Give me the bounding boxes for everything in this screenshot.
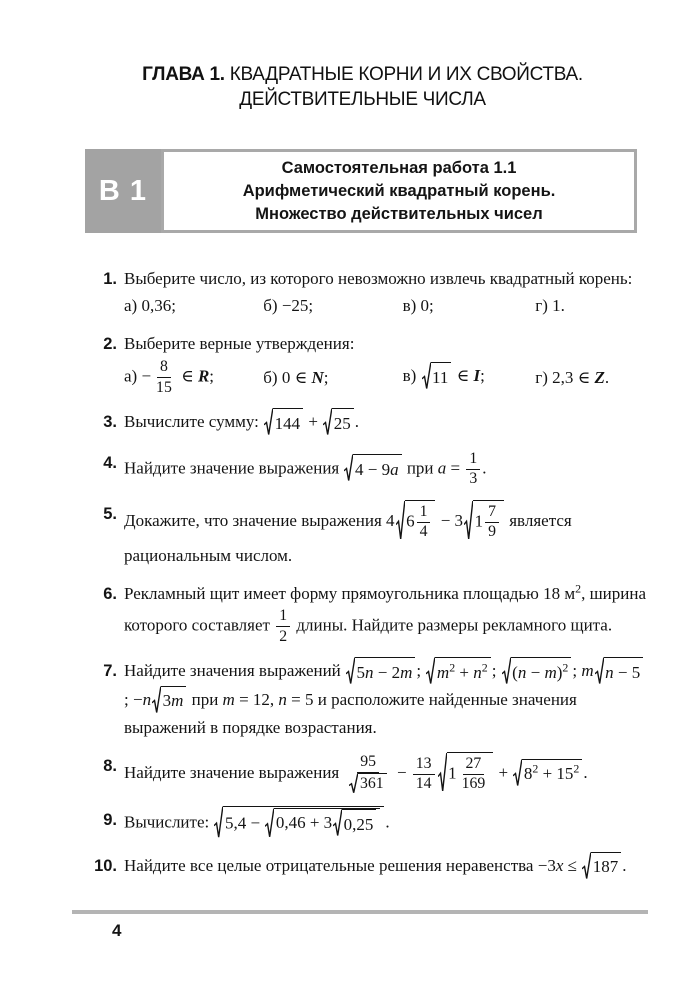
exponent: 2 [449, 660, 456, 675]
radical-sign [264, 408, 273, 437]
problem-number: 8. [103, 757, 117, 776]
answer-options [124, 293, 648, 319]
radicand: 361 [358, 773, 386, 794]
radical-sign [582, 852, 591, 881]
problem-item [85, 331, 648, 397]
work-title-line2: Арифметический квадратный корень. [242, 181, 556, 200]
radicand: 6 $\frac{1}{4}$ [405, 500, 436, 542]
sqrt-radical [265, 808, 380, 839]
fraction-denominator: 2 [279, 627, 288, 645]
radicand: 1 $\frac{27}{169}$ [447, 752, 494, 794]
fraction-numerator: 95 [357, 753, 379, 773]
chapter-title-part2: ДЕЙСТВИТЕЛЬНЫЕ ЧИСЛА [239, 89, 486, 110]
fraction-numerator: 1 [276, 607, 290, 627]
sqrt-radical [333, 809, 376, 838]
work-header [85, 149, 637, 233]
problem-text: Выберите число, из которого невозможно извлечь квадратный корень: [124, 269, 633, 288]
problem-body [124, 581, 648, 646]
problem-number: 2. [103, 335, 117, 353]
radical-sign [346, 657, 355, 686]
problem-number: 1. [103, 270, 117, 288]
sqrt-radical [346, 657, 415, 686]
exponent: 2 [562, 660, 569, 675]
radical-sign [349, 773, 358, 794]
answer-option: г) 1. [535, 296, 565, 315]
fraction-denominator: 14 [415, 775, 432, 793]
radical-sign [333, 809, 342, 838]
fraction-denominator: 4 [419, 523, 428, 541]
fraction-numerator: 13 [413, 755, 435, 775]
sqrt-radical [152, 686, 186, 715]
radicand: n − 5 [604, 657, 644, 686]
math-variable: m [171, 691, 184, 711]
radical-sign [595, 657, 604, 686]
problem-number: 7. [103, 662, 117, 681]
exponent: 2 [481, 660, 488, 675]
problem-body [124, 409, 648, 438]
math-variable: n [473, 662, 482, 682]
math-variable: a [390, 459, 399, 479]
math-variable: m [544, 662, 557, 682]
fraction [276, 607, 290, 646]
radical-sign [265, 808, 274, 839]
sqrt-radical [464, 500, 504, 542]
radicand: 5,4 − 0,46 + 3 0,25 [223, 806, 384, 840]
radicand: 144 [273, 408, 303, 437]
radical-sign [426, 657, 435, 686]
answer-option: в) 11 ∈ I; [403, 363, 536, 392]
fraction-denominator: 3 [469, 470, 478, 488]
fraction-denominator [345, 773, 390, 795]
problem-number: 3. [103, 413, 117, 432]
problems-list [85, 266, 648, 881]
math-variable: m [436, 662, 450, 682]
radical-sign [214, 806, 223, 840]
work-title-box [161, 149, 637, 233]
number-set-symbol: R [197, 366, 210, 386]
problem-number: 6. [103, 584, 117, 603]
chapter-label: ГЛАВА 1. [142, 64, 225, 85]
problem-text: Рекламный щит имеет форму прямоугольника площадью 18 $м^2$, ширина которого составляет $\frac{1}{2}$ длины. Найдите размеры рекламного щита. [124, 581, 646, 645]
radicand: 1 $\frac{7}{9}$ [473, 500, 504, 542]
math-variable: m [581, 661, 594, 681]
sqrt-radical [582, 852, 621, 881]
variant-label: В 1 [98, 174, 148, 207]
math-variable: x [555, 855, 564, 875]
fraction-numerator: 8 [157, 358, 171, 378]
sqrt-radical [214, 806, 384, 840]
sqrt-radical [438, 752, 494, 794]
math-variable: n [365, 662, 374, 682]
math-variable: n [278, 689, 287, 709]
problem-text: Найдите значения выражений 5n − 2m ; $m^2 + n^2$ ; $(n - m)^2$ ; m n − 5 ; −n 3m при m = 12, n = 5 и расположите найденные значения выражений в порядке возрастания. [124, 658, 648, 741]
number-set-symbol: I [473, 366, 481, 386]
fraction [345, 753, 390, 795]
problem-text: Найдите все целые отрицательные решения неравенства −3x ≤ 187 . [124, 853, 648, 882]
sqrt-radical [396, 500, 436, 542]
problem-item [85, 501, 648, 569]
problem-item [85, 450, 648, 489]
problem-item [85, 807, 648, 841]
radical-sign [396, 500, 405, 542]
radical-sign [152, 686, 161, 715]
problem-text: Выберите верные утверждения: [124, 334, 355, 353]
fraction-numerator: 1 [417, 503, 431, 523]
sqrt-radical [422, 362, 452, 391]
problem-body [124, 853, 648, 882]
answer-option: г) 2,3 ∈ Z. [535, 367, 610, 387]
answer-option: а) 0,36; [124, 296, 176, 315]
footer-rule [72, 910, 648, 914]
page-number: 4 [112, 921, 122, 940]
math-variable: n [142, 689, 152, 709]
math-variable: m [400, 662, 413, 682]
answer-option: б) 0 ∈ N; [263, 367, 329, 387]
chapter-heading [85, 62, 640, 112]
radicand: 25 [332, 408, 354, 437]
fraction-denominator: 169 [461, 775, 486, 793]
math-variable: a [437, 458, 447, 478]
radicand: $m^2 + n^2$ [435, 657, 490, 686]
problem-text: Найдите значение выражения $\frac{95}{361}$ − $\frac{13}{14}$ 1 $\frac{27}{169}$ + $8^2 + 15^2$ . [124, 753, 648, 795]
chapter-title-part1: КВАДРАТНЫЕ КОРНИ И ИХ СВОЙСТВА. [229, 64, 583, 85]
fraction-denominator: 9 [488, 523, 496, 541]
radical-sign [438, 752, 447, 794]
radicand: 4 − 9a [353, 454, 401, 483]
problem-number: 9. [103, 811, 117, 830]
radical-sign [513, 759, 522, 788]
problem-item [85, 753, 648, 795]
answer-options [124, 358, 648, 397]
exponent: 2 [575, 581, 582, 596]
fraction [485, 503, 499, 542]
radicand: 0,25 [342, 809, 376, 838]
fraction-numerator: 27 [463, 755, 485, 775]
problem-body [124, 658, 648, 741]
answer-option: б) −25; [263, 296, 314, 315]
problem-item [85, 658, 648, 741]
sqrt-radical [595, 657, 644, 686]
problem-body [124, 807, 648, 841]
problem-item [85, 409, 648, 438]
radicand: 3m [161, 686, 186, 715]
problem-body [124, 450, 648, 489]
radical-sign [502, 657, 511, 686]
sqrt-radical [264, 408, 303, 437]
work-title-line3: Множество действительных чисел [255, 204, 543, 223]
exponent: 2 [532, 761, 539, 776]
problem-text: Докажите, что значение выражения 4 6 $\frac{1}{4}$ − 3 1 $\frac{7}{9}$ является рациональным числом. [124, 501, 648, 569]
problem-body [124, 266, 648, 319]
problem-item [85, 581, 648, 646]
answer-option: а) − $\frac{8}{15}$ ∈ R; [124, 358, 215, 396]
fraction-denominator: 15 [156, 378, 172, 396]
fraction [466, 450, 480, 489]
answer-option: в) 0; [402, 296, 434, 315]
math-variable: m [222, 689, 235, 709]
radicand: 187 [591, 852, 621, 881]
radical-sign [344, 454, 353, 483]
sqrt-radical [502, 657, 572, 686]
sqrt-radical [344, 454, 401, 483]
sqrt-radical [323, 408, 354, 437]
problem-text: Вычислите: 5,4 − 0,46 + 3 0,25 . [124, 807, 648, 841]
problem-number: 4. [103, 453, 117, 472]
work-title-line1: Самостоятельная работа 1.1 [281, 158, 517, 177]
sqrt-radical [513, 759, 582, 788]
exponent: 2 [573, 761, 580, 776]
fraction-numerator: 1 [466, 450, 480, 470]
fraction-numerator: 7 [485, 503, 499, 523]
problem-body [124, 501, 648, 569]
problem-item [85, 853, 648, 882]
radicand: 11 [431, 362, 452, 391]
radicand: 5n − 2m [355, 657, 415, 686]
math-variable: n [605, 662, 614, 682]
problem-text: Вычислите сумму: 144 + 25 . [124, 409, 648, 438]
radicand: $(n - m)^2$ [511, 657, 572, 686]
problem-number: 10. [94, 856, 117, 875]
fraction [459, 755, 489, 794]
problem-item [85, 266, 648, 319]
number-set-symbol: N [311, 367, 324, 387]
radical-sign [422, 362, 431, 391]
radicand: 0,46 + 3 0,25 [274, 808, 380, 839]
variant-badge [85, 149, 161, 233]
problem-body [124, 331, 648, 397]
math-variable: n [517, 662, 527, 682]
radical-sign [464, 500, 473, 542]
fraction [153, 358, 175, 397]
radicand: $8^2 + 15^2$ [522, 759, 582, 788]
number-set-symbol: Z [594, 367, 605, 387]
problem-body [124, 753, 648, 795]
fraction [417, 503, 431, 542]
problem-number: 5. [103, 505, 117, 524]
sqrt-radical [349, 773, 386, 794]
page-footer [72, 910, 648, 941]
fraction [413, 755, 435, 794]
radical-sign [323, 408, 332, 437]
problem-text: Найдите значение выражения 4 − 9a при a = $\frac{1}{3}$ . [124, 449, 487, 488]
chapter-heading-line1 [85, 62, 640, 87]
sqrt-radical [426, 657, 490, 686]
